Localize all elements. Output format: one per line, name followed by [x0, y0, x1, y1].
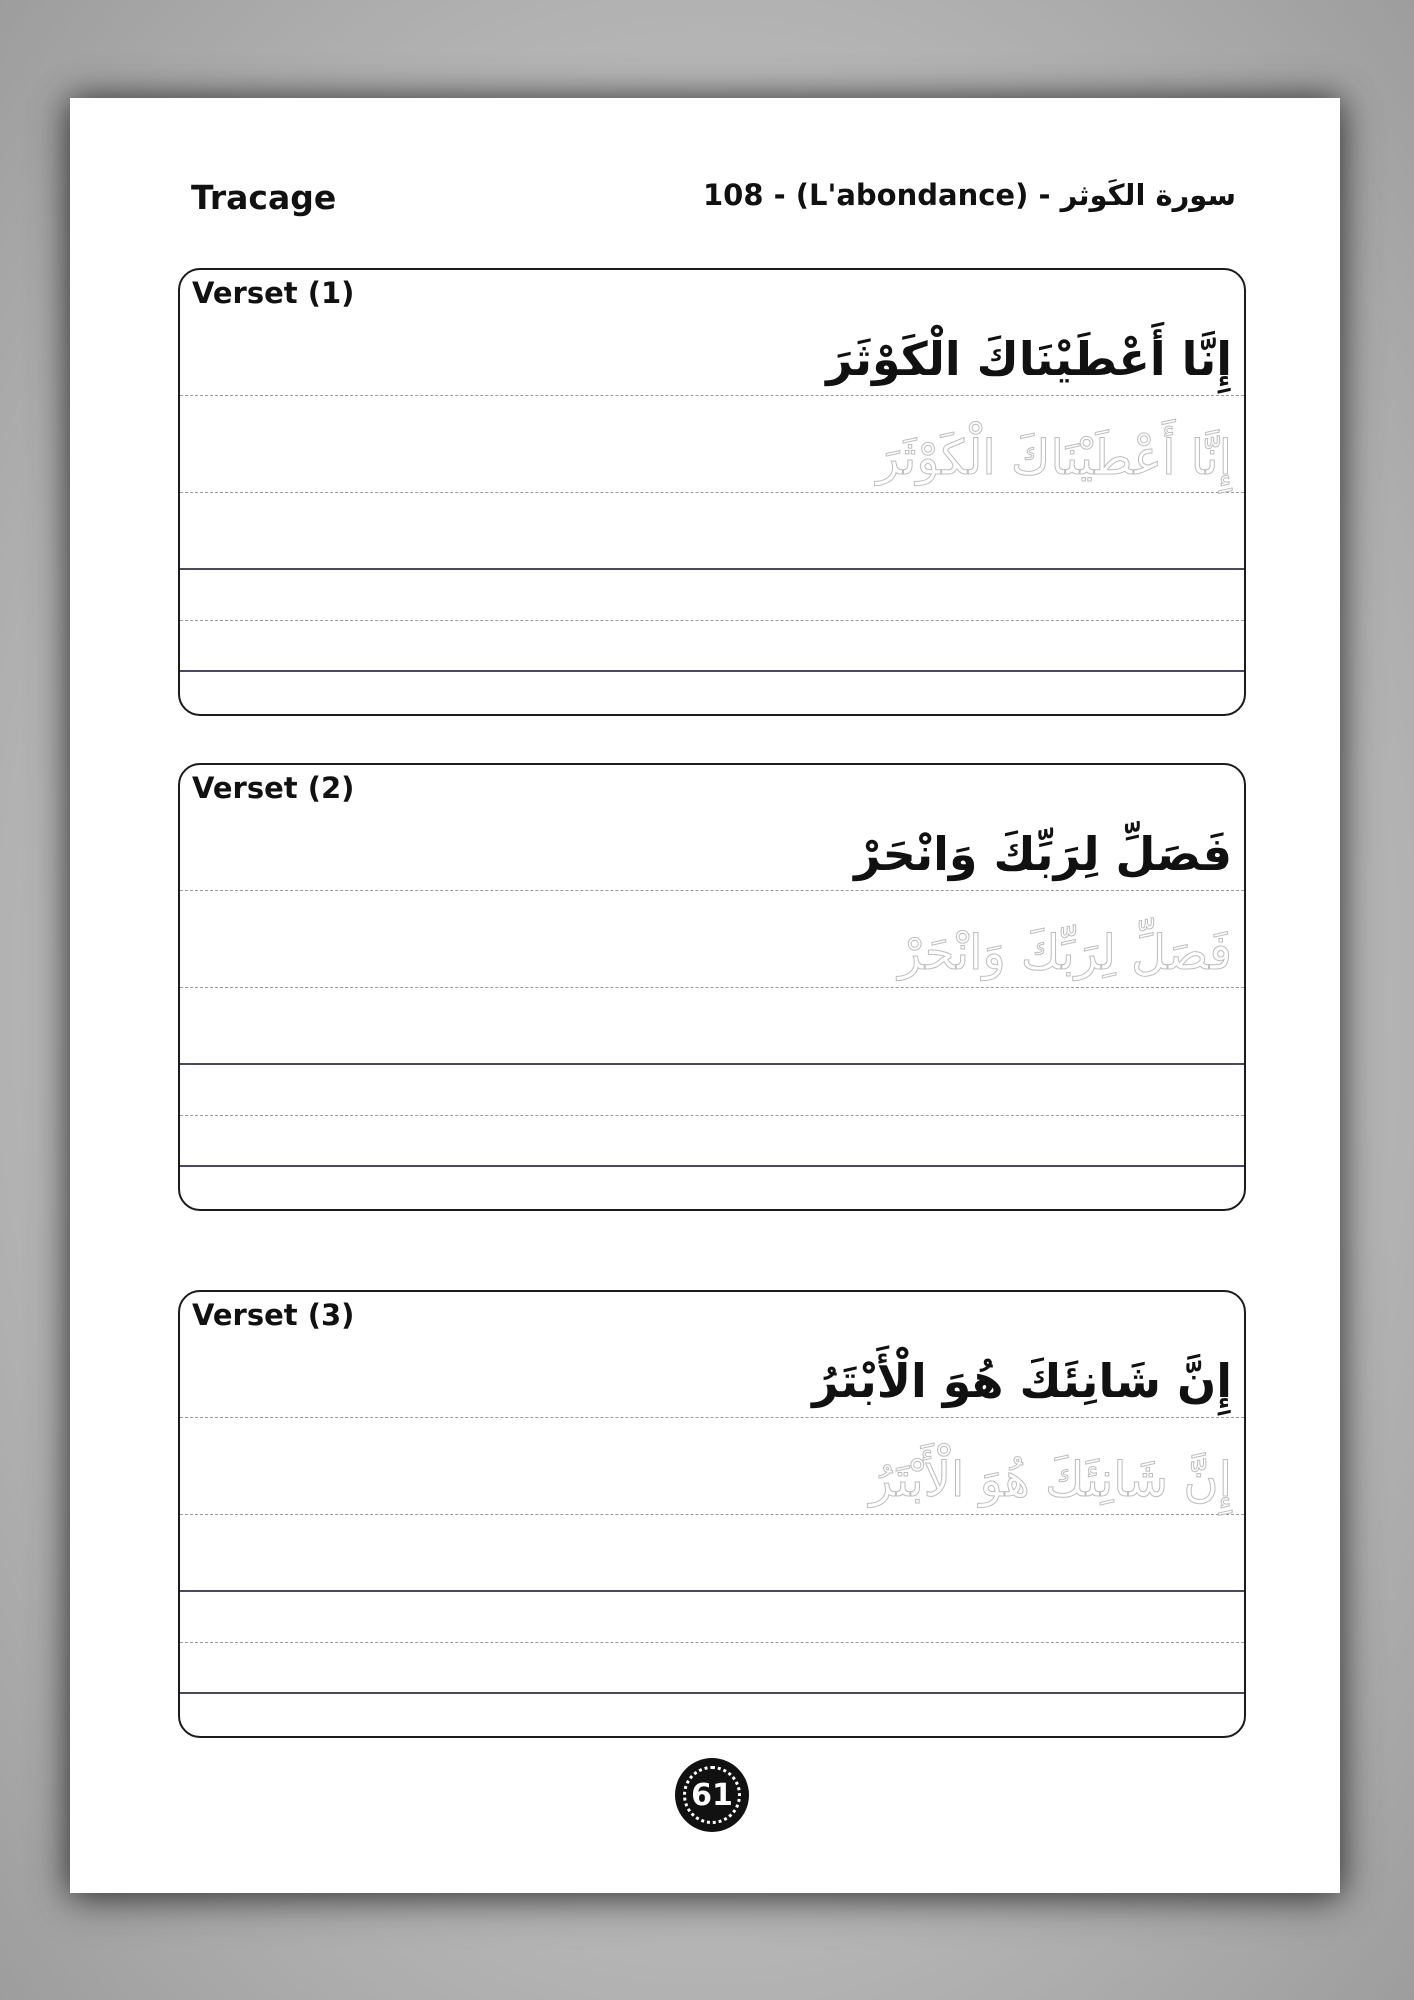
guide-line	[180, 620, 1244, 621]
verse-label: Verset (2)	[192, 771, 355, 805]
section-title: Tracage	[191, 178, 337, 217]
guide-line	[180, 1514, 1244, 1515]
guide-line	[180, 987, 1244, 988]
surah-title: سورة الكَوثر - (L'abondance) - 108	[702, 178, 1236, 212]
writing-line	[180, 1063, 1244, 1065]
guide-line	[180, 1642, 1244, 1643]
verse-label: Verset (3)	[192, 1298, 355, 1332]
worksheet-page	[70, 98, 1340, 1893]
verse-card-1	[178, 268, 1246, 716]
guide-line	[180, 1417, 1244, 1418]
trace-text: إِنَّا أَعْطَيْنَاكَ الْكَوْثَرَ	[876, 430, 1232, 486]
verse-card-3	[178, 1290, 1246, 1738]
verse-card-2	[178, 763, 1246, 1211]
writing-line	[180, 1590, 1244, 1592]
writing-line	[180, 1165, 1244, 1167]
guide-line	[180, 395, 1244, 396]
writing-line	[180, 670, 1244, 672]
trace-text: إِنَّ شَانِئَكَ هُوَ الْأَبْتَرُ	[869, 1452, 1232, 1508]
writing-line	[180, 1692, 1244, 1694]
guide-line	[180, 492, 1244, 493]
verse-text: إِنَّ شَانِئَكَ هُوَ الْأَبْتَرُ	[812, 1354, 1232, 1408]
verse-label: Verset (1)	[192, 276, 355, 310]
trace-text: فَصَلِّ لِرَبِّكَ وَانْحَرْ	[898, 925, 1232, 981]
page-number-badge	[675, 1758, 749, 1832]
verse-text: فَصَلِّ لِرَبِّكَ وَانْحَرْ	[854, 827, 1232, 881]
page-number: 61	[683, 1766, 741, 1824]
verse-text: إِنَّا أَعْطَيْنَاكَ الْكَوْثَرَ	[826, 332, 1232, 386]
guide-line	[180, 1115, 1244, 1116]
writing-line	[180, 568, 1244, 570]
guide-line	[180, 890, 1244, 891]
